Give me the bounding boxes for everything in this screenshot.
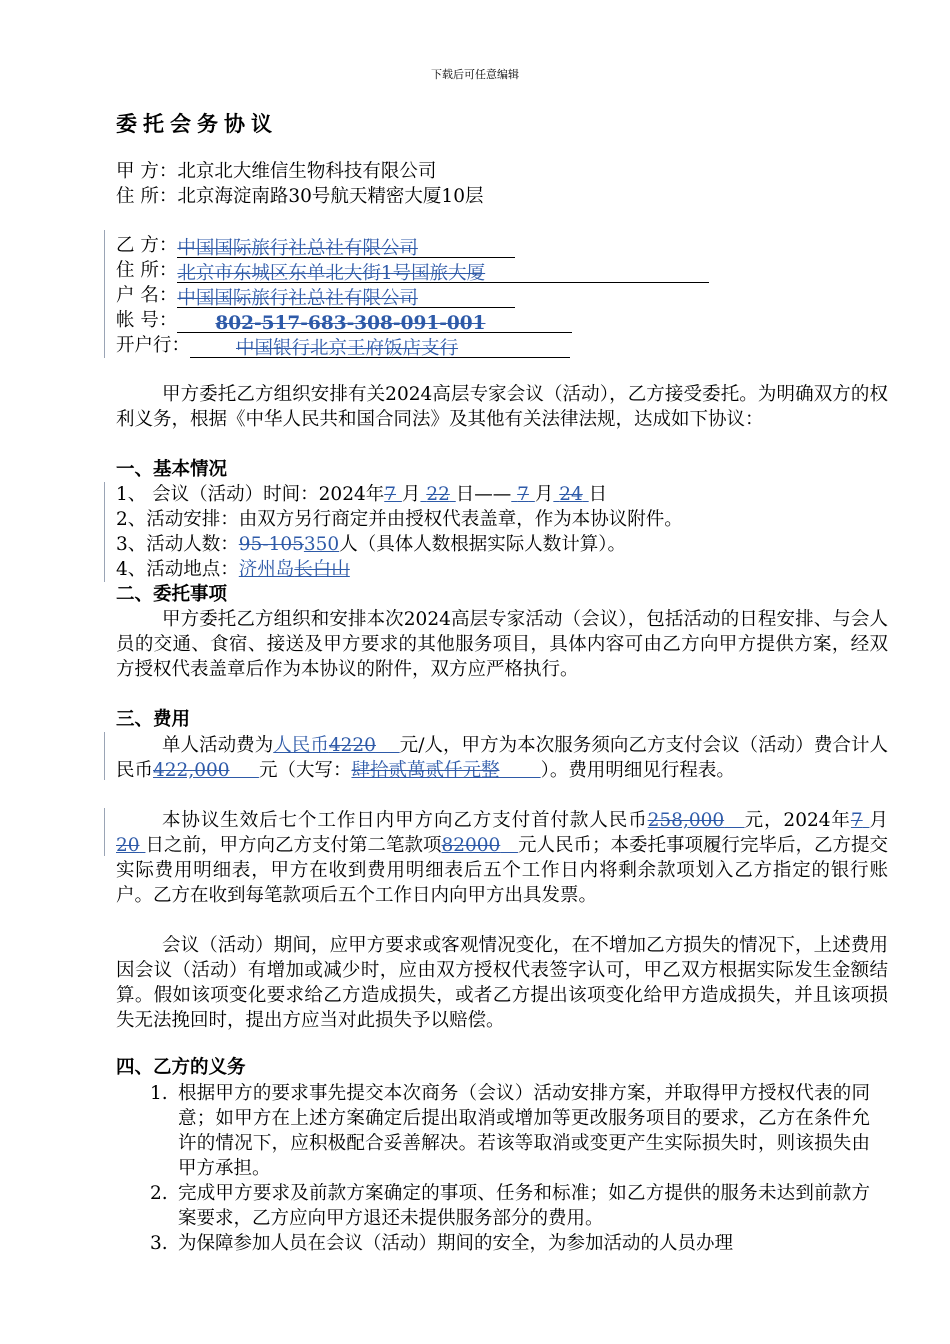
party-a-address: 北京海淀南路30号航天精密大厦10层 bbox=[177, 186, 484, 207]
obligation-text: 完成甲方要求及前款方案确定的事项、任务和标准；如乙方提供的服务未达到前款方案要求，乙方应向甲方退还未提供服务部分的费用。 bbox=[178, 1183, 870, 1229]
second-payment-month: 7 bbox=[850, 810, 863, 831]
fee-per-person: 4220 bbox=[328, 735, 376, 756]
obligation-number: 2. bbox=[150, 1183, 168, 1204]
party-b-account-no: 802-517-683-308-091-001 bbox=[215, 313, 486, 334]
party-b-address: 北京市东城区东单北大街1号国旅大厦 bbox=[177, 263, 486, 284]
fee-text-f: 元（大写： bbox=[258, 760, 352, 781]
obligation-item-3 bbox=[150, 1231, 870, 1256]
fee-text-d: 元/人，甲方为本次服务须向乙方支付会议（活动）费合计人民币 bbox=[116, 735, 888, 781]
party-b-name-label: 乙 方： bbox=[116, 235, 178, 256]
payment-text-c: 元，2024年 bbox=[744, 810, 851, 831]
obligation-text: 根据甲方的要求事先提交本次商务（会议）活动安排方案，并取得甲方授权代表的同意；如甲方在上述方案确定后提出取消或增加等更改服务项目的要求，乙方在条件允许的情况下，应积极配合妥善解决。若该等取消或变更产生实际损失时，则该损失由甲方承担。 bbox=[178, 1083, 870, 1179]
party-b-account-name: 中国国际旅行社总社有限公司 bbox=[177, 288, 418, 309]
revision-bar-section-1 bbox=[104, 482, 105, 582]
party-b-account-name-label: 户 名： bbox=[116, 285, 178, 306]
section-2-heading: 二、委托事项 bbox=[116, 584, 228, 605]
item-1-month-char-2: 月 bbox=[534, 484, 554, 505]
party-a-name: 北京北大维信生物科技有限公司 bbox=[177, 161, 437, 182]
revision-bar-party-b bbox=[104, 230, 105, 358]
party-a-name-label: 甲 方： bbox=[116, 161, 178, 182]
revision-bar-fee-1 bbox=[104, 732, 105, 780]
payment-text-i: 元人民币；本委托事项履行完毕后，乙方提交实际费用明细表，甲方在收到费用明细表后五个工作日内将剩余款项划入乙方指定的银行账户。乙方在收到每笔款项后五个工作日内向甲方出具发票。 bbox=[116, 835, 888, 906]
section-1-item-1 bbox=[116, 483, 607, 507]
section-3-paragraph-3: 会议（活动）期间，应甲方要求或客观情况变化，在不增加乙方损失的情况下，上述费用因会议（活动）有增加或减少时，应由双方授权代表签字认可，甲乙双方根据实际发生金额结算。假如该项变化要求给乙方造成损失，或者乙方提出该项变化给甲方造成损失，并且该项损失无法挽回时，提出方应当对此损失予以赔偿。 bbox=[116, 935, 888, 1031]
party-b-bank: 中国银行北京王府饭店支行 bbox=[236, 338, 459, 359]
obligation-number: 3. bbox=[150, 1233, 168, 1254]
section-2-body: 甲方委托乙方组织和安排本次2024高层专家活动（会议），包括活动的日程安排、与会人员的交通、食宿、接送及甲方要求的其他服务项目，具体内容可由乙方向甲方提供方案，经双方授权代表盖章后作为本协议的附件，双方应严格执行。 bbox=[116, 609, 888, 680]
party-b-account-name-line bbox=[116, 284, 515, 308]
section-1-heading: 一、基本情况 bbox=[116, 459, 228, 480]
item-1-month-char: 月 bbox=[401, 484, 421, 505]
item-1-month-start: 7 bbox=[384, 484, 397, 505]
section-3-heading: 三、费用 bbox=[116, 709, 191, 730]
first-payment-amount: 258,000 bbox=[647, 810, 725, 831]
party-b-account-no-label: 帐 号： bbox=[116, 310, 178, 331]
payment-text-e: 月 bbox=[869, 810, 888, 831]
item-1-day-start: 22 bbox=[426, 484, 450, 505]
party-b-name-line bbox=[116, 234, 515, 258]
revision-bar-fee-2 bbox=[104, 808, 105, 856]
party-b-address-line bbox=[116, 259, 709, 283]
obligation-number: 1. bbox=[150, 1083, 168, 1104]
item-1-day-char: 日 bbox=[588, 484, 608, 505]
fee-total: 422,000 bbox=[153, 760, 230, 781]
obligation-item-2 bbox=[150, 1181, 870, 1231]
section-1-item-2: 2、活动安排：由双方另行商定并由授权代表盖章，作为本协议附件。 bbox=[116, 509, 683, 530]
item-3-suffix: 人（具体人数根据实际人数计算）。 bbox=[339, 534, 626, 555]
party-b-bank-label: 开户行： bbox=[116, 335, 191, 356]
party-b-address-label: 住 所： bbox=[116, 260, 178, 281]
document-title: 委托会务协议 bbox=[116, 111, 278, 136]
item-4-inserted-location: 济州岛 bbox=[238, 559, 295, 580]
section-4-heading: 四、乙方的义务 bbox=[116, 1057, 246, 1078]
item-1-dash: 日—— bbox=[455, 484, 512, 505]
fee-text-a: 单人活动费为 bbox=[162, 735, 274, 756]
item-3-prefix: 3、活动人数： bbox=[116, 534, 239, 555]
fee-text-h: ）。费用明细见行程表。 bbox=[540, 760, 735, 781]
party-a-address-line bbox=[116, 185, 483, 209]
item-1-prefix: 1、 会议（活动）时间：2024年 bbox=[116, 484, 385, 505]
item-3-inserted-count: 350 bbox=[303, 534, 340, 555]
intro-paragraph: 甲方委托乙方组织安排有关2024高层专家会议（活动），乙方接受委托。为明确双方的权利义务，根据《中华人民共和国合同法》及其他有关法律法规，达成如下协议： bbox=[116, 384, 888, 430]
section-3-paragraph-1 bbox=[116, 733, 888, 783]
item-4-prefix: 4、活动地点： bbox=[116, 559, 239, 580]
fee-total-words: 肆拾贰萬贰仟元整 bbox=[351, 760, 500, 781]
header-note: 下载后可任意编辑 bbox=[431, 68, 519, 81]
party-b-bank-line bbox=[116, 334, 570, 358]
payment-text-g: 日之前，甲方向乙方支付第二笔款项 bbox=[145, 835, 442, 856]
section-1-item-4 bbox=[116, 558, 350, 582]
obligation-item-1 bbox=[150, 1081, 870, 1181]
payment-text-a: 本协议生效后七个工作日内甲方向乙方支付首付款人民币 bbox=[162, 810, 648, 831]
fee-currency: 人民币 bbox=[273, 735, 329, 756]
obligation-text: 为保障参加人员在会议（活动）期间的安全，为参加活动的人员办理 bbox=[178, 1233, 734, 1254]
party-b-account-no-line bbox=[116, 309, 572, 333]
item-1-month-end: 7 bbox=[517, 484, 529, 505]
party-b-name: 中国国际旅行社总社有限公司 bbox=[177, 238, 418, 259]
item-4-deleted-location: 长白山 bbox=[294, 559, 350, 580]
party-a-address-label: 住 所： bbox=[116, 186, 178, 207]
item-1-day-end: 24 bbox=[559, 484, 583, 505]
second-payment-amount: 82000 bbox=[441, 835, 501, 856]
second-payment-day: 20 bbox=[116, 835, 140, 856]
party-a-name-line bbox=[116, 160, 436, 184]
section-1-item-3 bbox=[116, 533, 626, 557]
item-3-deleted-count: 95-105 bbox=[238, 534, 304, 555]
section-3-paragraph-2 bbox=[116, 808, 888, 908]
